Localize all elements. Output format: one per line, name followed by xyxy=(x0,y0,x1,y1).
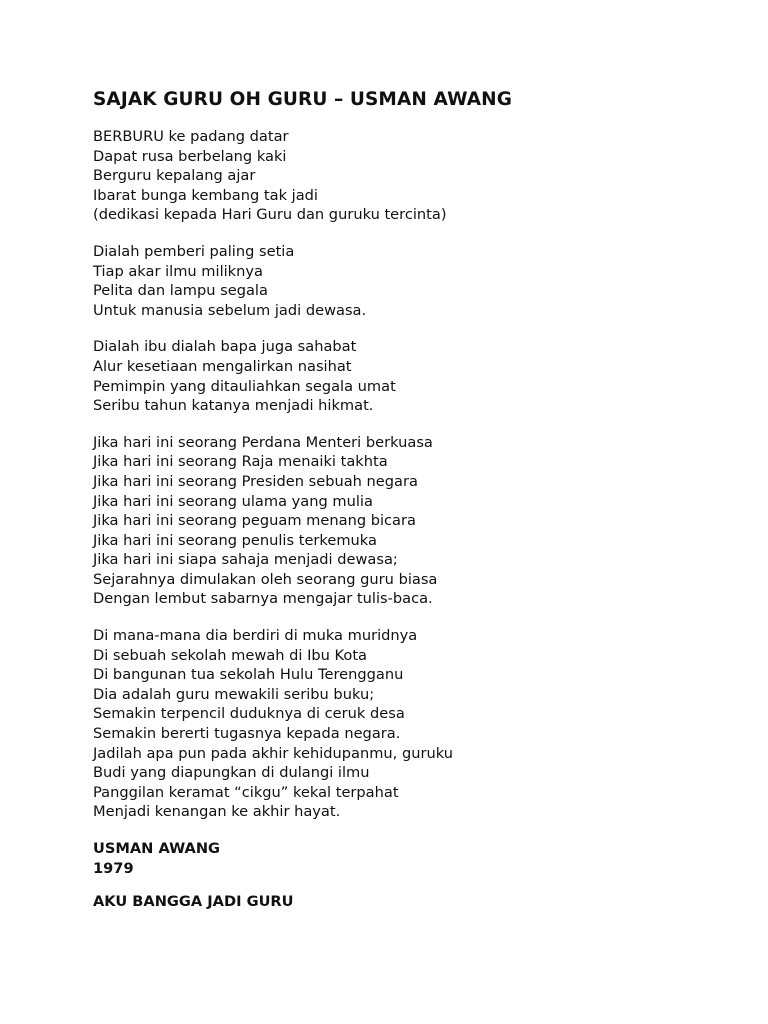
poem-line: Semakin bererti tugasnya kepada negara. xyxy=(93,725,401,743)
poem-title: SAJAK GURU OH GURU – USMAN AWANG xyxy=(93,89,513,110)
poem-line: Jika hari ini seorang Presiden sebuah negara xyxy=(93,472,418,490)
poem-line: Alur kesetiaan mengalirkan nasihat xyxy=(93,357,352,375)
document-page xyxy=(93,88,733,912)
author-name: USMAN AWANG xyxy=(93,840,221,857)
signature xyxy=(93,839,733,878)
poem-line: Jika hari ini siapa sahaja menjadi dewasa; xyxy=(93,551,398,569)
poem-line: Jika hari ini seorang peguam menang bicara xyxy=(93,512,416,530)
poem-line: Berguru kepalang ajar xyxy=(93,167,256,185)
poem-line: Jika hari ini seorang penulis terkemuka xyxy=(93,531,377,549)
next-poem-title: AKU BANGGA JADI GURU xyxy=(93,893,294,911)
poem-line: Di mana-mana dia berdiri di muka muridnya xyxy=(93,627,418,645)
poem-dedication: (dedikasi kepada Hari Guru dan guruku tercinta) xyxy=(93,206,447,224)
stanza-5 xyxy=(93,626,733,822)
poem-line: Sejarahnya dimulakan oleh seorang guru biasa xyxy=(93,570,438,588)
poem-line: Dialah pemberi paling setia xyxy=(93,242,295,260)
poem-line: Dialah ibu dialah bapa juga sahabat xyxy=(93,338,357,356)
poem-line: Jika hari ini seorang Perdana Menteri berkuasa xyxy=(93,433,433,451)
poem-line: Seribu tahun katanya menjadi hikmat. xyxy=(93,397,374,415)
stanza-1 xyxy=(93,127,733,225)
poem-line: Jika hari ini seorang Raja menaiki takhta xyxy=(93,453,388,471)
poem-line: Untuk manusia sebelum jadi dewasa. xyxy=(93,301,367,319)
stanza-2 xyxy=(93,242,733,320)
poem-line: Dapat rusa berbelang kaki xyxy=(93,147,287,165)
stanza-3 xyxy=(93,337,733,415)
poem-line: Budi yang diapungkan di dulangi ilmu xyxy=(93,764,370,782)
poem-line: Dia adalah guru mewakili seribu buku; xyxy=(93,685,375,703)
poem-line: Ibarat bunga kembang tak jadi xyxy=(93,186,318,204)
poem-line: Pemimpin yang ditauliahkan segala umat xyxy=(93,377,396,395)
stanza-4 xyxy=(93,433,733,609)
poem-line: Jadilah apa pun pada akhir kehidupanmu, guruku xyxy=(93,744,453,762)
poem-line: Dengan lembut sabarnya mengajar tulis-baca. xyxy=(93,590,433,608)
poem-line: BERBURU ke padang datar xyxy=(93,128,289,145)
poem-line: Panggilan keramat “cikgu” kekal terpahat xyxy=(93,783,399,801)
poem-line: Semakin terpencil duduknya di ceruk desa xyxy=(93,705,405,723)
poem-line: Tiap akar ilmu miliknya xyxy=(93,262,263,280)
poem-line: Pelita dan lampu segala xyxy=(93,282,268,300)
poem-line: Di bangunan tua sekolah Hulu Terengganu xyxy=(93,666,404,684)
poem-line: Menjadi kenangan ke akhir hayat. xyxy=(93,803,341,821)
poem-line: Jika hari ini seorang ulama yang mulia xyxy=(93,492,373,510)
poem-line: Di sebuah sekolah mewah di Ibu Kota xyxy=(93,646,367,664)
poem-year: 1979 xyxy=(93,859,134,877)
